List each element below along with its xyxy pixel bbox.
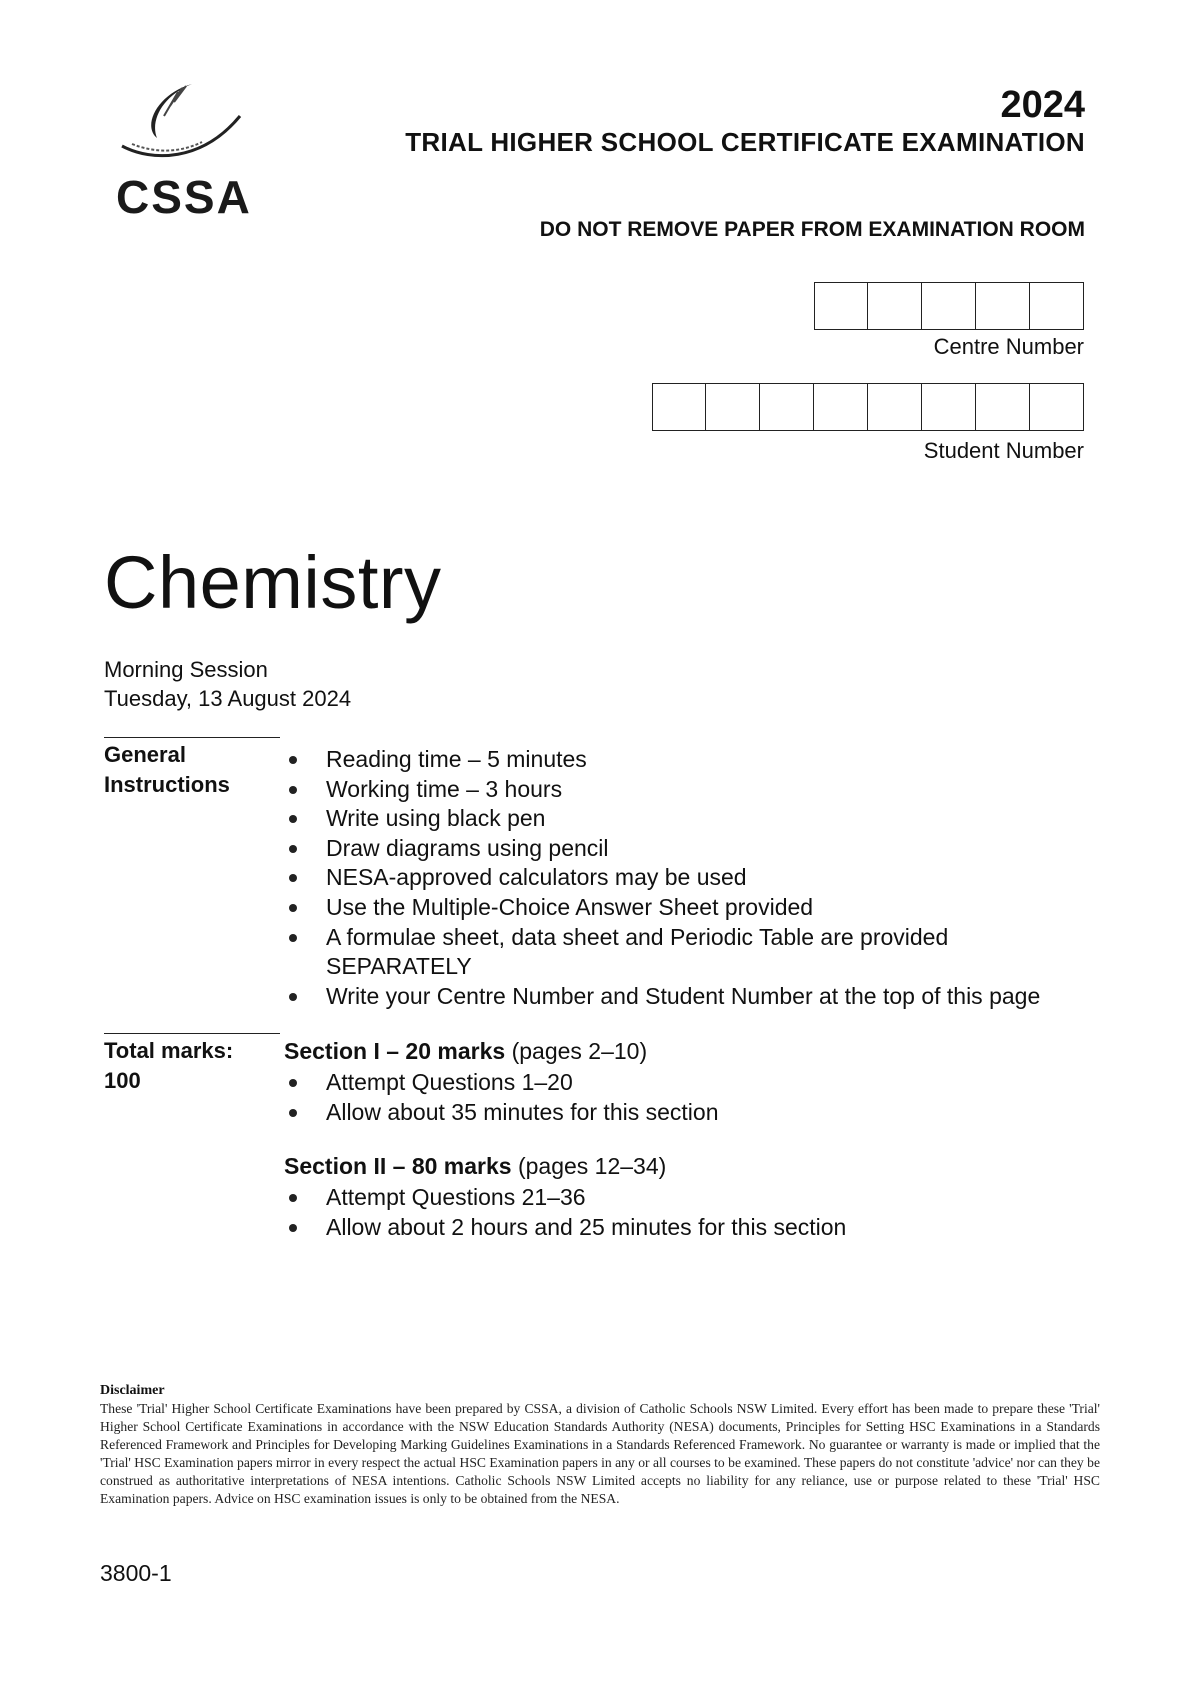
list-item: [286, 1098, 1106, 1128]
session-date: Tuesday, 13 August 2024: [104, 686, 352, 711]
disclaimer-heading: Disclaimer: [100, 1383, 165, 1398]
exam-title: TRIAL HIGHER SCHOOL CERTIFICATE EXAMINATION: [405, 127, 1085, 157]
exam-year: 2024: [1000, 84, 1085, 126]
student-digit-box[interactable]: [814, 383, 868, 431]
item-text: Write using black pen: [326, 805, 546, 832]
disclaimer-text: These 'Trial' Higher School Certificate Examinations have been prepared by CSSA, a division of Catholic Schools NSW Limited. Every effort has been made to prepare these 'Trial' Higher School Certificate Examinations in accordance with the NSW Education Standards Authority (NESA) documents, Principles for Setting HSC Examinations in a Standards Referenced Framework and Principles for Developing Marking Guidelines Examinations in a Standards Referenced Framework. No guarantee or warranty is made or implied that the 'Trial' HSC Examination papers mirror in every respect the actual HSC Examination papers in any or all courses to be examined. These papers do not constitute 'advice' nor can they be construed as authoritative interpretations of NESA intentions. Catholic Schools NSW Limited accepts no liability for any reliance, use or purpose related to these 'Trial' HSC Examination papers. Advice on HSC examination issues is only to be obtained from the NESA.: [100, 1401, 1100, 1506]
heading-line: Instructions: [104, 772, 230, 797]
student-digit-box[interactable]: [976, 383, 1030, 431]
section-1-heading: [284, 1038, 647, 1065]
student-number-boxes[interactable]: [652, 383, 1084, 431]
room-notice: DO NOT REMOVE PAPER FROM EXAMINATION ROOM: [539, 218, 1085, 241]
centre-number-boxes[interactable]: [814, 282, 1084, 330]
centre-digit-box[interactable]: [1030, 282, 1084, 330]
general-instructions-list: [286, 745, 1106, 1011]
item-text: Attempt Questions 1–20: [326, 1069, 573, 1095]
session-name: Morning Session: [104, 657, 268, 682]
list-item: [286, 863, 1106, 893]
cssa-logo: [112, 76, 252, 226]
list-item: [286, 982, 1106, 1012]
list-item: [286, 775, 1106, 805]
item-text: Allow about 2 hours and 25 minutes for this section: [326, 1213, 847, 1240]
bullet-icon: [289, 904, 297, 912]
centre-digit-box[interactable]: [868, 282, 922, 330]
bullet-icon: [289, 874, 297, 882]
bullet-icon: [289, 1109, 297, 1117]
centre-number-label: Centre Number: [933, 334, 1084, 359]
bullet-icon: [289, 786, 297, 794]
list-item: [286, 804, 1106, 834]
student-digit-box[interactable]: [868, 383, 922, 431]
total-marks-label: Total marks:: [104, 1038, 234, 1063]
centre-digit-box[interactable]: [814, 282, 868, 330]
session-info: [104, 655, 351, 713]
item-text: Attempt Questions 21–36: [326, 1184, 586, 1210]
section-2-heading: [284, 1153, 666, 1180]
item-text: Draw diagrams using pencil: [326, 834, 609, 861]
subject-title: Chemistry: [104, 541, 442, 624]
divider: [104, 1033, 280, 1034]
student-number-label: Student Number: [923, 438, 1084, 463]
centre-digit-box[interactable]: [976, 282, 1030, 330]
item-text: Use the Multiple-Choice Answer Sheet provided: [326, 893, 814, 920]
total-marks: [104, 1036, 233, 1096]
centre-digit-box[interactable]: [922, 282, 976, 330]
student-digit-box[interactable]: [652, 383, 706, 431]
section-1-list: [286, 1068, 1106, 1127]
paper-code: 3800-1: [100, 1560, 172, 1586]
list-item: [286, 923, 1026, 982]
student-digit-box[interactable]: [1030, 383, 1084, 431]
general-instructions-heading: [104, 740, 230, 800]
section-pages: (pages 12–34): [517, 1153, 667, 1179]
bullet-icon: [289, 1194, 297, 1202]
student-digit-box[interactable]: [922, 383, 976, 431]
bullet-icon: [289, 993, 297, 1001]
bullet-icon: [289, 934, 297, 942]
section-title: Section I – 20 marks: [284, 1038, 506, 1064]
item-text: Reading time – 5 minutes: [326, 746, 587, 772]
list-item: [286, 1068, 1106, 1098]
section-title: Section II – 80 marks: [284, 1153, 512, 1179]
bullet-icon: [289, 1224, 297, 1232]
bullet-icon: [289, 1079, 297, 1087]
total-marks-value: 100: [104, 1068, 141, 1093]
heading-line: General: [104, 742, 186, 767]
bullet-icon: [289, 815, 297, 823]
divider: [104, 737, 280, 738]
item-text: Write your Centre Number and Student Number at the top of this page: [326, 982, 1041, 1009]
student-digit-box[interactable]: [760, 383, 814, 431]
bullet-icon: [289, 756, 297, 764]
list-item: [286, 893, 1106, 923]
student-digit-box[interactable]: [706, 383, 760, 431]
item-text: Allow about 35 minutes for this section: [326, 1098, 719, 1125]
item-text: Working time – 3 hours: [326, 775, 563, 802]
list-item: [286, 745, 1106, 775]
item-text: A formulae sheet, data sheet and Periodic Table are provided SEPARATELY: [326, 923, 949, 980]
list-item: [286, 1183, 1106, 1213]
list-item: [286, 1213, 1106, 1243]
section-2-list: [286, 1183, 1106, 1242]
section-pages: (pages 2–10): [511, 1038, 648, 1064]
swoosh-icon: [112, 76, 252, 176]
bullet-icon: [289, 845, 297, 853]
item-text: NESA-approved calculators may be used: [326, 864, 747, 891]
list-item: [286, 834, 1106, 864]
logo-text: CSSA: [116, 171, 252, 223]
